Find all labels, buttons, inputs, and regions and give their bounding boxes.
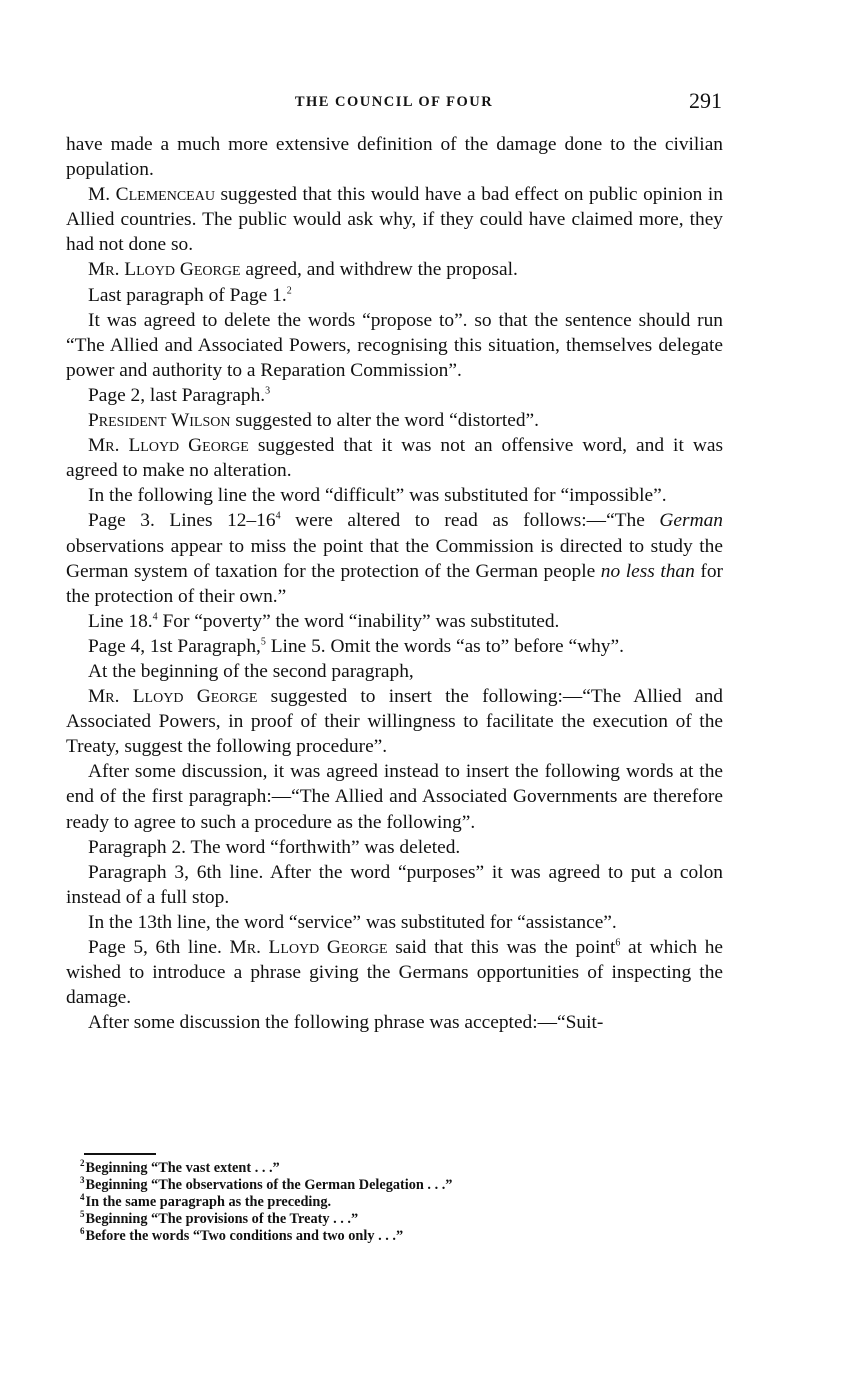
paragraph	[66, 609, 723, 634]
footnote-mark: 2	[80, 1158, 85, 1169]
footnote-text: Beginning “The observations of the German Delegation . . .”	[85, 1177, 453, 1193]
footnote-reference: 4	[275, 510, 281, 522]
speaker-name: President Wilson	[88, 410, 231, 432]
text-run: Page 2, last Paragraph.	[88, 384, 266, 406]
paragraph	[66, 835, 723, 860]
footnote-mark: 5	[80, 1209, 85, 1220]
footnote-mark: 6	[80, 1226, 85, 1237]
footnote-text: Beginning “The vast extent . . .”	[85, 1160, 280, 1176]
footnote	[80, 1211, 720, 1228]
footnote	[80, 1177, 720, 1194]
text-run: Page 5, 6th line.	[88, 937, 230, 958]
footnote-mark: 4	[80, 1192, 85, 1203]
text-run: said that this was the point	[387, 937, 616, 958]
text-run: After some discussion, it was agreed instead to insert the following words at the end of the first paragraph:—“The Allied and Associated Governments are therefore ready to agree to such a procedure as the following”.	[66, 761, 723, 833]
paragraph	[66, 308, 723, 383]
text-run: Line 5. Omit the words “as to” before “why”.	[265, 635, 624, 657]
footnote	[80, 1194, 720, 1211]
text-run: for the protection of their own.”	[66, 560, 723, 607]
speaker-name: Mr. Lloyd George	[88, 435, 249, 457]
text-run: were altered to read as follows:—“The	[280, 510, 660, 532]
text-run: At the beginning of the second paragraph,	[88, 660, 414, 682]
footnote-reference: 6	[615, 937, 621, 949]
footnote-reference: 3	[265, 385, 271, 397]
paragraph	[66, 508, 723, 608]
footnote-reference: 4	[152, 611, 158, 623]
text-run: Page 3. Lines 12–16	[88, 510, 276, 532]
text-run: Page 4, 1st Paragraph,	[88, 635, 261, 657]
text-run: Last paragraph of Page 1.	[88, 284, 287, 306]
running-head	[66, 88, 722, 118]
text-run: observations appear to miss the point that the Commission is directed to study the German system of taxation for the protection of the German people	[66, 535, 723, 582]
footnote-reference: 5	[260, 636, 266, 648]
text-run: In the following line the word “difficult” was substituted for “impossible”.	[88, 485, 667, 507]
paragraph	[66, 1010, 723, 1035]
text-run: It was agreed to delete the words “propose to”. so that the sentence should run “The Allied and Associated Powers, recognising this situation, themselves delegate power and authority to a Reparation Commission”.	[66, 309, 723, 381]
footnote-reference: 2	[286, 285, 292, 297]
text-run: Paragraph 2. The word “forthwith” was deleted.	[88, 836, 461, 858]
footnote-text: In the same paragraph as the preceding.	[85, 1194, 332, 1210]
speaker-name: Mr. Lloyd George	[88, 686, 258, 708]
text-run: have made a much more extensive definition of the damage done to the civilian population.	[66, 134, 723, 181]
text-run: After some discussion the following phrase was accepted:—“Suit-	[88, 1012, 604, 1034]
speaker-name: Clemenceau	[115, 184, 215, 206]
paragraph	[66, 634, 723, 659]
paragraph	[66, 759, 723, 834]
footnote	[80, 1228, 720, 1245]
text-run: at which he wished to introduce a phrase giving the Germans opportunities of inspecting the damage.	[66, 937, 724, 1009]
speaker-name: Mr. Lloyd George	[229, 937, 388, 958]
body-text	[66, 132, 723, 1035]
text-run: M.	[88, 184, 116, 206]
paragraph	[66, 182, 723, 257]
text-run: agreed, and withdrew the proposal.	[240, 259, 518, 281]
paragraph	[66, 684, 723, 759]
text-run: suggested to alter the word “distorted”.	[230, 410, 540, 432]
speaker-name: Mr. Lloyd George	[88, 259, 241, 281]
paragraph	[66, 257, 723, 282]
footnote	[80, 1160, 720, 1177]
paragraph	[66, 132, 723, 182]
paragraph	[66, 433, 723, 483]
text-run: suggested that it was not an offensive word, and it was agreed to make no alteration.	[66, 435, 724, 482]
paragraph	[66, 483, 723, 508]
paragraph	[66, 283, 723, 308]
footnotes	[80, 1160, 720, 1245]
page-number: 291	[689, 88, 722, 113]
paragraph	[66, 383, 723, 408]
paragraph	[66, 935, 723, 1010]
footnote-mark: 3	[80, 1175, 85, 1186]
text-run: In the 13th line, the word “service” was substituted for “assistance”.	[88, 911, 617, 933]
text-run: Line 18.	[88, 610, 153, 632]
running-title: THE COUNCIL OF FOUR	[294, 94, 494, 110]
footnote-text: Before the words “Two conditions and two only . . .”	[85, 1228, 404, 1244]
footnote-rule	[84, 1153, 156, 1155]
text-run: suggested to insert the following:—“The Allied and Associated Powers, in proof of their willingness to facilitate the execution of the Treaty, suggest the following procedure”.	[66, 686, 724, 758]
paragraph	[66, 910, 723, 935]
italic-text: German	[659, 510, 723, 532]
italic-text: no less than	[600, 560, 695, 582]
text-run: suggested that this would have a bad effect on public opinion in Allied countries. The public would ask why, if they could have claimed more, they had not done so.	[66, 184, 724, 256]
text-run: For “poverty” the word “inability” was substituted.	[157, 610, 560, 632]
footnote-text: Beginning “The provisions of the Treaty . . .”	[85, 1211, 359, 1227]
paragraph	[66, 659, 723, 684]
paragraph	[66, 860, 723, 910]
text-run: Paragraph 3, 6th line. After the word “purposes” it was agreed to put a colon instead of a full stop.	[66, 861, 723, 908]
paragraph	[66, 408, 723, 433]
